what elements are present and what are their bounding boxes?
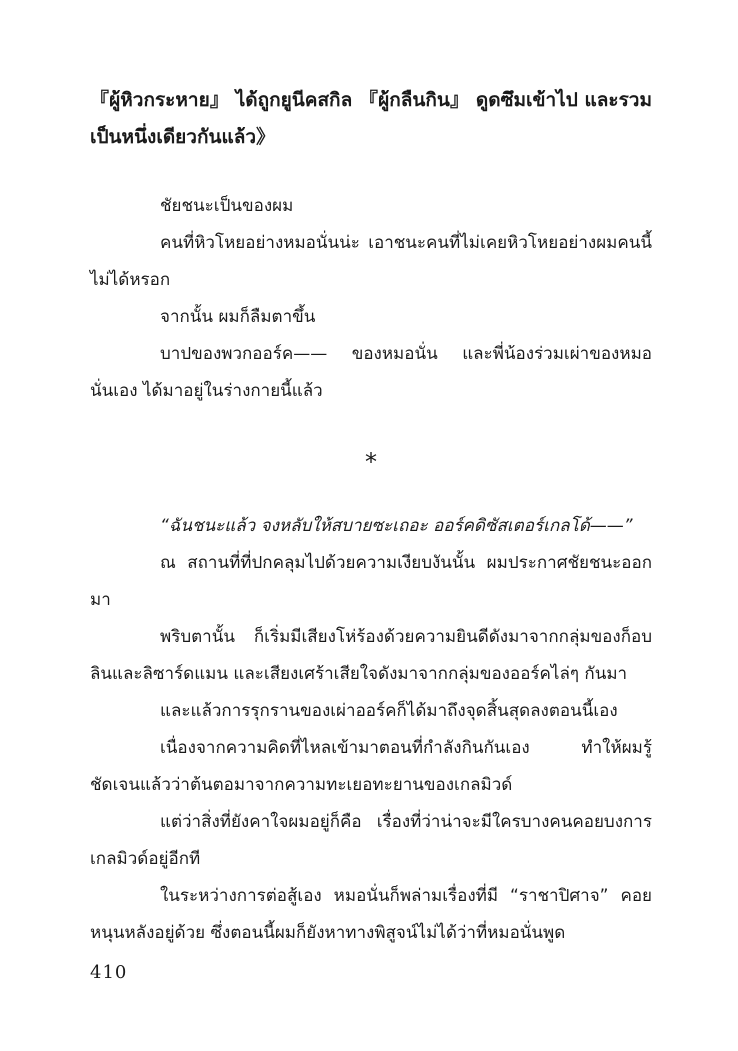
spacer: [90, 156, 652, 188]
paragraph: คนที่หิวโหยอย่างหมอนั่นน่ะ เอาชนะคนที่ไม่เคยหิวโหยอย่างผมคนนี้ไม่ได้หรอก: [90, 233, 652, 290]
page-body: [90, 82, 652, 952]
quote-paragraph: “ฉันชนะแล้ว จงหลับให้สบายซะเถอะ ออร์คดิซัสเตอร์เกลโด้——”: [160, 516, 633, 536]
section-separator: *: [365, 448, 377, 476]
paragraph: และแล้วการรุกรานของเผ่าออร์คก็ได้มาถึงจุดสิ้นสุดลงตอนนี้เอง: [160, 701, 618, 721]
paragraph: เนื่องจากความคิดที่ไหลเข้ามาตอนที่กำลังกินกันเอง ทำให้ผมรู้ชัดเจนแล้วว่าต้นตอมาจากความทะเยอทะยานของเกลมิวด์: [90, 738, 652, 795]
paragraph: ในระหว่างการต่อสู้เอง หมอนั่นก็พล่ามเรื่องที่มี “ราชาปิศาจ” คอยหนุนหลังอยู่ด้วย ซึ่งตอนนี้ผมก็ยังหาทางพิสูจน์ไม่ได้ว่าที่หมอนั่นพูด: [90, 886, 652, 943]
paragraph: บาปของพวกออร์ค—— ของหมอนั่น และพี่น้องร่วมเผ่าของหมอนั่นเอง ได้มาอยู่ในร่างกายนี้แล้ว: [90, 344, 652, 401]
paragraph: ณ สถานที่ที่ปกคลุมไปด้วยความเงียบงันนั้น ผมประกาศชัยชนะออกมา: [90, 553, 652, 610]
paragraph: พริบตานั้น ก็เริ่มมีเสียงโห่ร้องด้วยความยินดีดังมาจากกลุ่มของก็อบลินและลิซาร์ดแมน และเสียงเศร้าเสียใจดังมาจากกลุ่มของออร์คไล่ๆ กันมา: [90, 627, 652, 684]
chapter-heading: 『ผู้หิวกระหาย』 ได้ถูกยูนีคสกิล 『ผู้กลืนกิน』 ดูดซึมเข้าไป และรวมเป็นหนึ่งเดียวกันแล้ว》: [90, 89, 652, 148]
page-number: 410: [90, 962, 128, 983]
paragraph: แต่ว่าสิ่งที่ยังคาใจผมอยู่ก็คือ เรื่องที่ว่าน่าจะมีใครบางคนคอยบงการเกลมิวด์อยู่อีกที: [90, 812, 652, 869]
paragraph: ชัยชนะเป็นของผม: [160, 196, 294, 216]
paragraph: จากนั้น ผมก็ลืมตาขึ้น: [160, 307, 316, 327]
